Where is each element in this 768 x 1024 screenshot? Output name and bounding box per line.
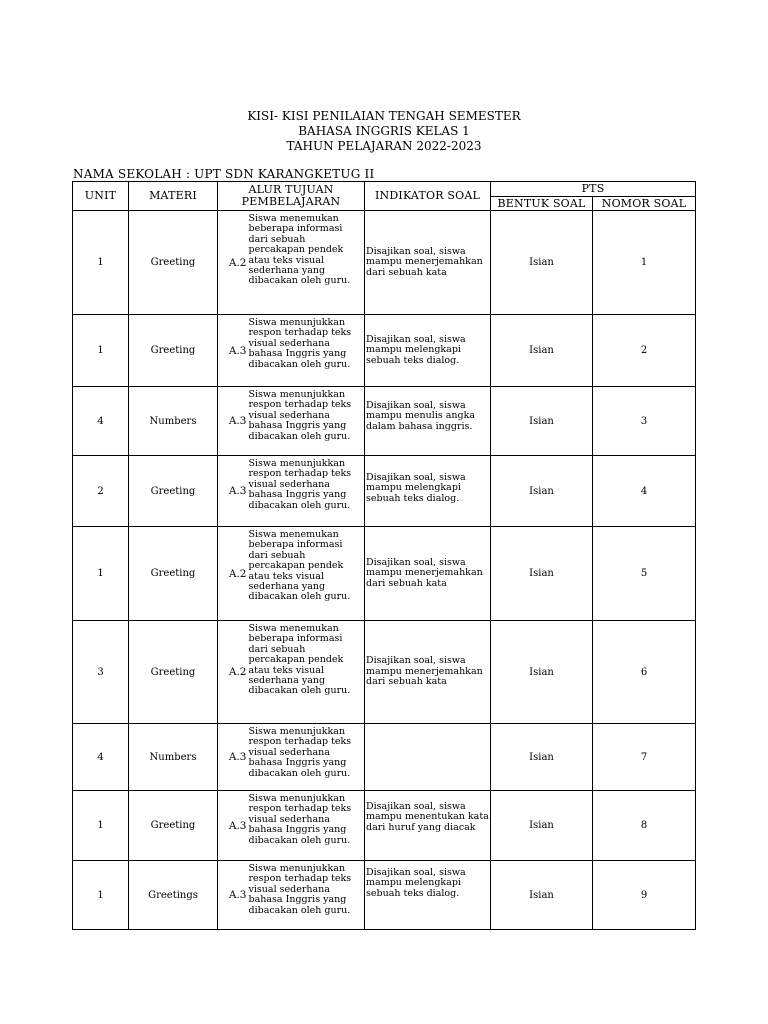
unit-cell: 2 <box>73 456 129 527</box>
materi-cell: Greeting <box>129 211 218 315</box>
nomor-cell: 2 <box>593 315 696 387</box>
nomor-cell: 7 <box>593 724 696 791</box>
nomor-cell: 3 <box>593 387 696 456</box>
alur-cell <box>249 387 365 456</box>
alur-text: Siswa menemukan beberapa informasi dari sebuah percakapan pendek atau teks visual sederhana yang dibacakan oleh guru. <box>248 623 351 697</box>
alur-text: Siswa menunjukkan respon terhadap teks visual sederhana bahasa Inggris yang dibacakan oleh guru. <box>248 726 352 779</box>
unit-cell: 1 <box>73 211 129 315</box>
table-row <box>73 621 696 724</box>
indikator-cell <box>365 387 491 456</box>
header-bentuk-soal: BENTUK SOAL <box>491 197 593 211</box>
nomor-cell: 5 <box>593 527 696 621</box>
indikator-text: Disajikan soal, siswa mampu melengkapi sebuah teks dialog. <box>366 333 466 366</box>
alur-text: Siswa menunjukkan respon terhadap teks visual sederhana bahasa Inggris yang dibacakan oleh guru. <box>248 317 352 370</box>
bentuk-cell: Isian <box>491 387 593 456</box>
indikator-cell <box>365 456 491 527</box>
unit-cell: 4 <box>73 387 129 456</box>
alur-cell <box>249 724 365 791</box>
indikator-cell <box>365 724 491 791</box>
alur-code-cell: A.3 <box>218 387 249 456</box>
title-line-1: KISI- KISI PENILAIAN TENGAH SEMESTER <box>247 109 521 123</box>
alur-code-cell: A.3 <box>218 791 249 861</box>
indikator-text: Disajikan soal, siswa mampu menerjemahkan dari sebuah kata <box>366 655 483 688</box>
indikator-text: Disajikan soal, siswa mampu menerjemahkan dari sebuah kata <box>366 245 483 278</box>
kisi-kisi-table <box>72 181 696 930</box>
bentuk-cell: Isian <box>491 315 593 387</box>
alur-text: Siswa menunjukkan respon terhadap teks visual sederhana bahasa Inggris yang dibacakan oleh guru. <box>248 458 352 511</box>
title-line-3: TAHUN PELAJARAN 2022-2023 <box>286 139 482 153</box>
alur-text: Siswa menunjukkan respon terhadap teks visual sederhana bahasa Inggris yang dibacakan oleh guru. <box>248 389 352 442</box>
table-row <box>73 211 696 315</box>
indikator-cell <box>365 211 491 315</box>
unit-cell: 4 <box>73 724 129 791</box>
materi-cell: Greeting <box>129 456 218 527</box>
bentuk-cell: Isian <box>491 724 593 791</box>
table-row <box>73 724 696 791</box>
alur-text: Siswa menemukan beberapa informasi dari sebuah percakapan pendek atau teks visual sederhana yang dibacakan oleh guru. <box>248 529 351 603</box>
alur-code-cell: A.3 <box>218 456 249 527</box>
alur-cell <box>249 861 365 930</box>
unit-cell: 3 <box>73 621 129 724</box>
indikator-text: Disajikan soal, siswa mampu menentukan kata dari huruf yang diacak <box>366 801 489 833</box>
unit-cell: 1 <box>73 791 129 861</box>
title-line-2: BAHASA INGGRIS KELAS 1 <box>298 124 470 138</box>
nomor-cell: 6 <box>593 621 696 724</box>
document-title <box>0 109 768 154</box>
table-row <box>73 387 696 456</box>
bentuk-cell: Isian <box>491 456 593 527</box>
indikator-text: Disajikan soal, siswa mampu melengkapi sebuah teks dialog. <box>366 472 466 504</box>
unit-cell: 1 <box>73 315 129 387</box>
school-name: NAMA SEKOLAH : UPT SDN KARANGKETUG II <box>73 167 375 181</box>
alur-cell <box>249 527 365 621</box>
table-row <box>73 791 696 861</box>
header-indikator: INDIKATOR SOAL <box>365 182 491 211</box>
indikator-cell <box>365 315 491 387</box>
alur-cell <box>249 621 365 724</box>
materi-cell: Numbers <box>129 724 218 791</box>
indikator-cell <box>365 621 491 724</box>
materi-cell: Greeting <box>129 527 218 621</box>
materi-cell: Greeting <box>129 621 218 724</box>
bentuk-cell: Isian <box>491 527 593 621</box>
nomor-cell: 4 <box>593 456 696 527</box>
header-unit: UNIT <box>73 182 129 211</box>
materi-cell: Greeting <box>129 315 218 387</box>
alur-code-cell: A.2 <box>218 527 249 621</box>
alur-cell <box>249 211 365 315</box>
alur-code-cell: A.3 <box>218 724 249 791</box>
nomor-cell: 9 <box>593 861 696 930</box>
header-alur-line-2: PEMBELAJARAN <box>241 195 341 208</box>
alur-code-cell: A.2 <box>218 621 249 724</box>
alur-cell <box>249 456 365 527</box>
materi-cell: Greetings <box>129 861 218 930</box>
table-row <box>73 527 696 621</box>
materi-cell: Numbers <box>129 387 218 456</box>
alur-text: Siswa menemukan beberapa informasi dari sebuah percakapan pendek atau teks visual sederhana yang dibacakan oleh guru. <box>248 213 351 287</box>
indikator-text: Disajikan soal, siswa mampu melengkapi sebuah teks dialog. <box>366 867 466 899</box>
bentuk-cell: Isian <box>491 211 593 315</box>
alur-cell <box>249 315 365 387</box>
unit-cell: 1 <box>73 861 129 930</box>
bentuk-cell: Isian <box>491 621 593 724</box>
nomor-cell: 1 <box>593 211 696 315</box>
bentuk-cell: Isian <box>491 791 593 861</box>
materi-cell: Greeting <box>129 791 218 861</box>
header-nomor-soal: NOMOR SOAL <box>593 197 696 211</box>
alur-cell <box>249 791 365 861</box>
nomor-cell: 8 <box>593 791 696 861</box>
indikator-cell <box>365 527 491 621</box>
indikator-cell <box>365 861 491 930</box>
header-alur <box>218 182 365 211</box>
bentuk-cell: Isian <box>491 861 593 930</box>
table-row <box>73 456 696 527</box>
table-row <box>73 315 696 387</box>
indikator-text: Disajikan soal, siswa mampu menulis angka dalam bahasa inggris. <box>366 400 476 432</box>
indikator-cell <box>365 791 491 861</box>
alur-code-cell: A.3 <box>218 861 249 930</box>
alur-text: Siswa menunjukkan respon terhadap teks visual sederhana bahasa Inggris yang dibacakan oleh guru. <box>248 793 352 846</box>
alur-code-cell: A.2 <box>218 211 249 315</box>
indikator-text: Disajikan soal, siswa mampu menerjemahkan dari sebuah kata <box>366 556 483 589</box>
header-alur-line-1: ALUR TUJUAN <box>248 183 334 196</box>
alur-code-cell: A.3 <box>218 315 249 387</box>
table-row <box>73 861 696 930</box>
unit-cell: 1 <box>73 527 129 621</box>
header-pts: PTS <box>491 182 696 197</box>
header-materi: MATERI <box>129 182 218 211</box>
alur-text: Siswa menunjukkan respon terhadap teks visual sederhana bahasa Inggris yang dibacakan oleh guru. <box>248 863 352 916</box>
